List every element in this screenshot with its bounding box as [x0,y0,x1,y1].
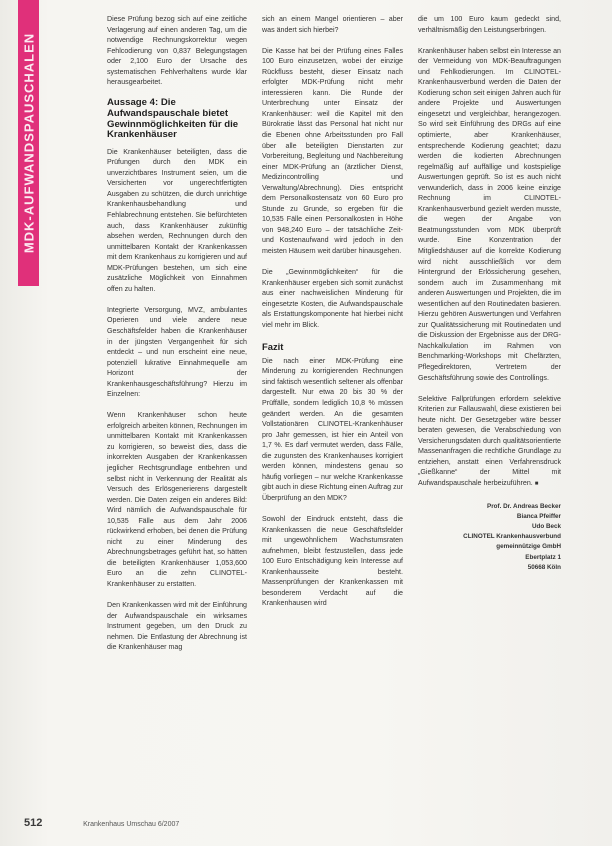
column3-paragraph-1: die um 100 Euro kaum gedeckt sind, verhältnismäßig den Leistungserbringen. [418,15,561,34]
column3-paragraph-2: Krankenhäuser haben selbst ein Interesse an der Vermeidung von MDK-Beauftragungen und Fehlkodierungen. Im CLINOTEL-Krankenhausverbund werden die Daten der Kodierung schon seit einigen Jahren auch für andere Projekte und Auswertungen eingesetzt und vergleichbar, herangezogen. So wird seit Einführung des DRGs auf eine optimierte, aber Krankenhäuser, entsprechende Kodierung geachtet; dazu werden die kodierten Abrechnungen regelmäßig auf auffällige und kostspielige Auswertungen geprüft. So ist es auch nicht verwunderlich, dass in 2006 keine einzige Rechnung im CLINOTEL-Krankenhausverbund gezielt werden musste, die wegen der Angabe von Beatmungsstunden vom MDK überprüft wurde. Eine Konzentration der Mitgliedshäuser auf die korrekte Kodierung wird nicht ausschließlich vor dem Hintergrund der Erlössicherung gesehen, sondern auch im Zusammenhang mit anderen Auswertungen und Projekten, die im wesentlichen auf den Routinedaten basieren. Hierzu gehören Auswertungen und Verfahren zur Qualitätssicherung mit Routinedaten und die Diskussion der Ergebnisse aus der DRG-Nachkalkulation im Rahmen von Benchmarking-Workshops mit Chefärzten, Pflegedirektoren, Vertretern der Geschäftsführung sowie des Controllings. [418,46,561,382]
column3-paragraph-3-text: Selektive Fallprüfungen erfordern selektive Kriterien zur Fallauswahl, diese existieren bei heute nicht. Der Gesetzgeber wäre besser beraten gewesen, die Verabschiedung von Versicherungsdaten durch qualitätsorientierte Massenanfragen die rechtliche Grundlage zu entziehen, anstatt einen Verfahrensdruck „Gießkanne“ der Mittel mit Aufwandspauschale herbeizuführen. [418,394,561,487]
text-column-1 [107,14,247,653]
section-side-tab [18,0,39,286]
column1-paragraph-2: Die Krankenhäuser beteiligten, dass die Prüfungen durch den MDK ein unverzichtbares Instrument seien, um die Versicherten vor ungerechtfertigten Ausgaben zu schützen, die durch unrichtige Krankenhausbehandlung und Fehlabrechnung entstehen. Sie befürchteten auch, dass Krankenhäuser zukünftig absehen werden, Rechnungen durch den unmittelbaren Kontakt der Krankenkassen mit dem Krankenhaus zu korrigieren und auf MDK-Prüfungen bestehen, um sich eine zusätzliche Möglichkeit von Einnahmen offen zu halten. [107,147,248,293]
column1-paragraph-1: Diese Prüfung bezog sich auf eine zeitliche Verlagerung auf einen anderen Tag, um die notwendige Rechnungskorrektur wegen Fehlcodierung von 0,837 Belegungstagen oder 2,100 Euro der Ursache des systematischen Fehlverhaltens wurde klar herausgearbeitet. [107,15,247,87]
author-line: Prof. Dr. Andreas Becker [487,502,561,510]
author-line: Udo Beck [531,522,561,530]
text-column-3 [418,14,561,573]
column2-heading-fazit: Fazit [262,340,284,352]
page-number: 512 [24,817,43,829]
column2-paragraph-1: sich an einem Mangel orientieren – aber was ändert sich hierbei? [262,15,403,34]
author-block [418,502,561,573]
author-line: Bianca Pfeiffer [516,512,561,520]
column1-paragraph-3: Integrierte Versorgung, MVZ, ambulantes Operieren und viele andere neue Geschäftsfelder haben die Krankenhäuser in der jüngsten Vergangenheit für sich entdeckt – und nun erscheint eine neue, potenziell lukrative Einnahmequelle am Horizont der Krankenhausgeschäftsführung? Hierzu im Einzelnen: [107,305,247,399]
author-line: CLINOTEL Krankenhausverbund [463,533,561,541]
page-footer [24,817,179,829]
section-side-tab-label: MDK-AUFWANDSPAUSCHALEN [21,32,36,254]
author-line: gemeinnützige GmbH [496,543,561,551]
column3-paragraph-3 [418,394,561,490]
column1-paragraph-4: Wenn Krankenhäuser schon heute erfolgreich arbeiten können, Rechnungen im unmittelbaren Kontakt mit Krankenkassen zu korrigieren, so beweist dies, dass die inkorrekten Ausgaben der Krankenkassen jeglicher Rechtsgrundlage entbehren und selbst nicht in Verkennung der Realität als Versuch des Erlösgenerierens dargestellt werden. Die Daten zeigen ein anderes Bild: Wird nämlich die Aufwandspauschale für 10,535 Fälle aus dem Jahr 2006 rückwirkend erhoben, bei denen die Prüfung nicht zu einer Minderung des Abrechnungsbetrages geführt hat, so hätten die beteiligten Krankenhäuser 1,053,600 Euro an die zehn CLINOTEL-Krankenhäuser zu erstatten. [107,411,247,589]
journal-source: Krankenhaus Umschau 6/2007 [83,821,180,828]
author-line: Ebertplatz 1 [525,553,561,561]
column2-paragraph-3: Die „Gewinnmöglichkeiten“ für die Krankenhäuser ergeben sich somit zunächst aus einer nachweislichen Minderung für eingesetzte Kosten, die Aufwandspauschale als Erstattungskomponente hat hierbei nicht viel mehr im Blick. [262,268,403,329]
column1-paragraph-5: Den Krankenkassen wird mit der Einführung der Aufwandspauschale ein wirksames Instrument gegeben, um den Druck zu nehmen. Die Entlastung der Abrechnung ist die Krankenhäuser mag [107,601,247,652]
column2-paragraph-4: Die nach einer MDK-Prüfung eine Minderung zu korrigierenden Rechnungen sind faktisch wesentlich seltener als offenbar dargestellt. Nur etwa 20 bis 30 % der Prüffälle, sondern lediglich 10,8 % müssen geändert werden. An die gesamten Vollstationären CLINOTEL-Krankenhäuser pro Jahr gemessen, ist hier ein Anteil von 1,7 %. Es darf vermutet werden, dass Fälle, die zugunsten des Krankenhauses korrigiert werden können, mindestens genau so häufig vorliegen – nur welche Krankenkasse gibt auch in diese Richtung einen Auftrag zur Überprüfung an den MDK? [262,356,403,502]
text-column-2 [262,14,403,609]
column1-heading-aussage-4: Aussage 4: Die Aufwandspauschale bietet Gewinnmöglichkeiten für die Krankenhäuser [107,97,239,141]
article-end-mark: ■ [534,480,539,487]
author-line: 50668 Köln [527,563,561,571]
column2-paragraph-2: Die Kasse hat bei der Prüfung eines Falles 100 Euro einzusetzen, wobei der einzige Rückfluss besteht, dieser Einsatz nach erfolgter MDK-Prüfung nicht mehr interessieren kann. Die Runde der Unterbrechung unter Einsatz der Krankenhäuser: weil die Kapitel mit den Bürokratie lässt das Personal hat nicht nur die Ebenen ohne Arbeitsstunden pro Fall über alle beteiligten Dienstarten zur Vorbereitung, Begleitung und Nachbereitung einer MDK-Prüfung an (ärztlicher Dienst, Medizincontrolling und Verwaltung/Abrechnung). Dies entspricht dem Personalkostensatz von 60 Euro pro Stunde zu Grunde, so ergeben für die 10,535 Fälle einen Personalkosten in Höhe von 948,240 Euro – der tatsächliche Zeit- und Kostenaufwand wird jedoch in den meisten Häusern weit darüber hinausgehen. [262,46,403,255]
column2-paragraph-5: Sowohl der Eindruck entsteht, dass die Krankenkassen die neue Geschäftsfelder mit ungewöhnlichem Wachstumsraten aufnehmen, bleibt festzustellen, dass jede 100 Euro Entschädigung kein Interesse auf Krankenhausseite besteht. Massenprüfungen der Krankenkassen mit besonderem Verdacht auf die Krankenhausen wird [262,514,403,608]
